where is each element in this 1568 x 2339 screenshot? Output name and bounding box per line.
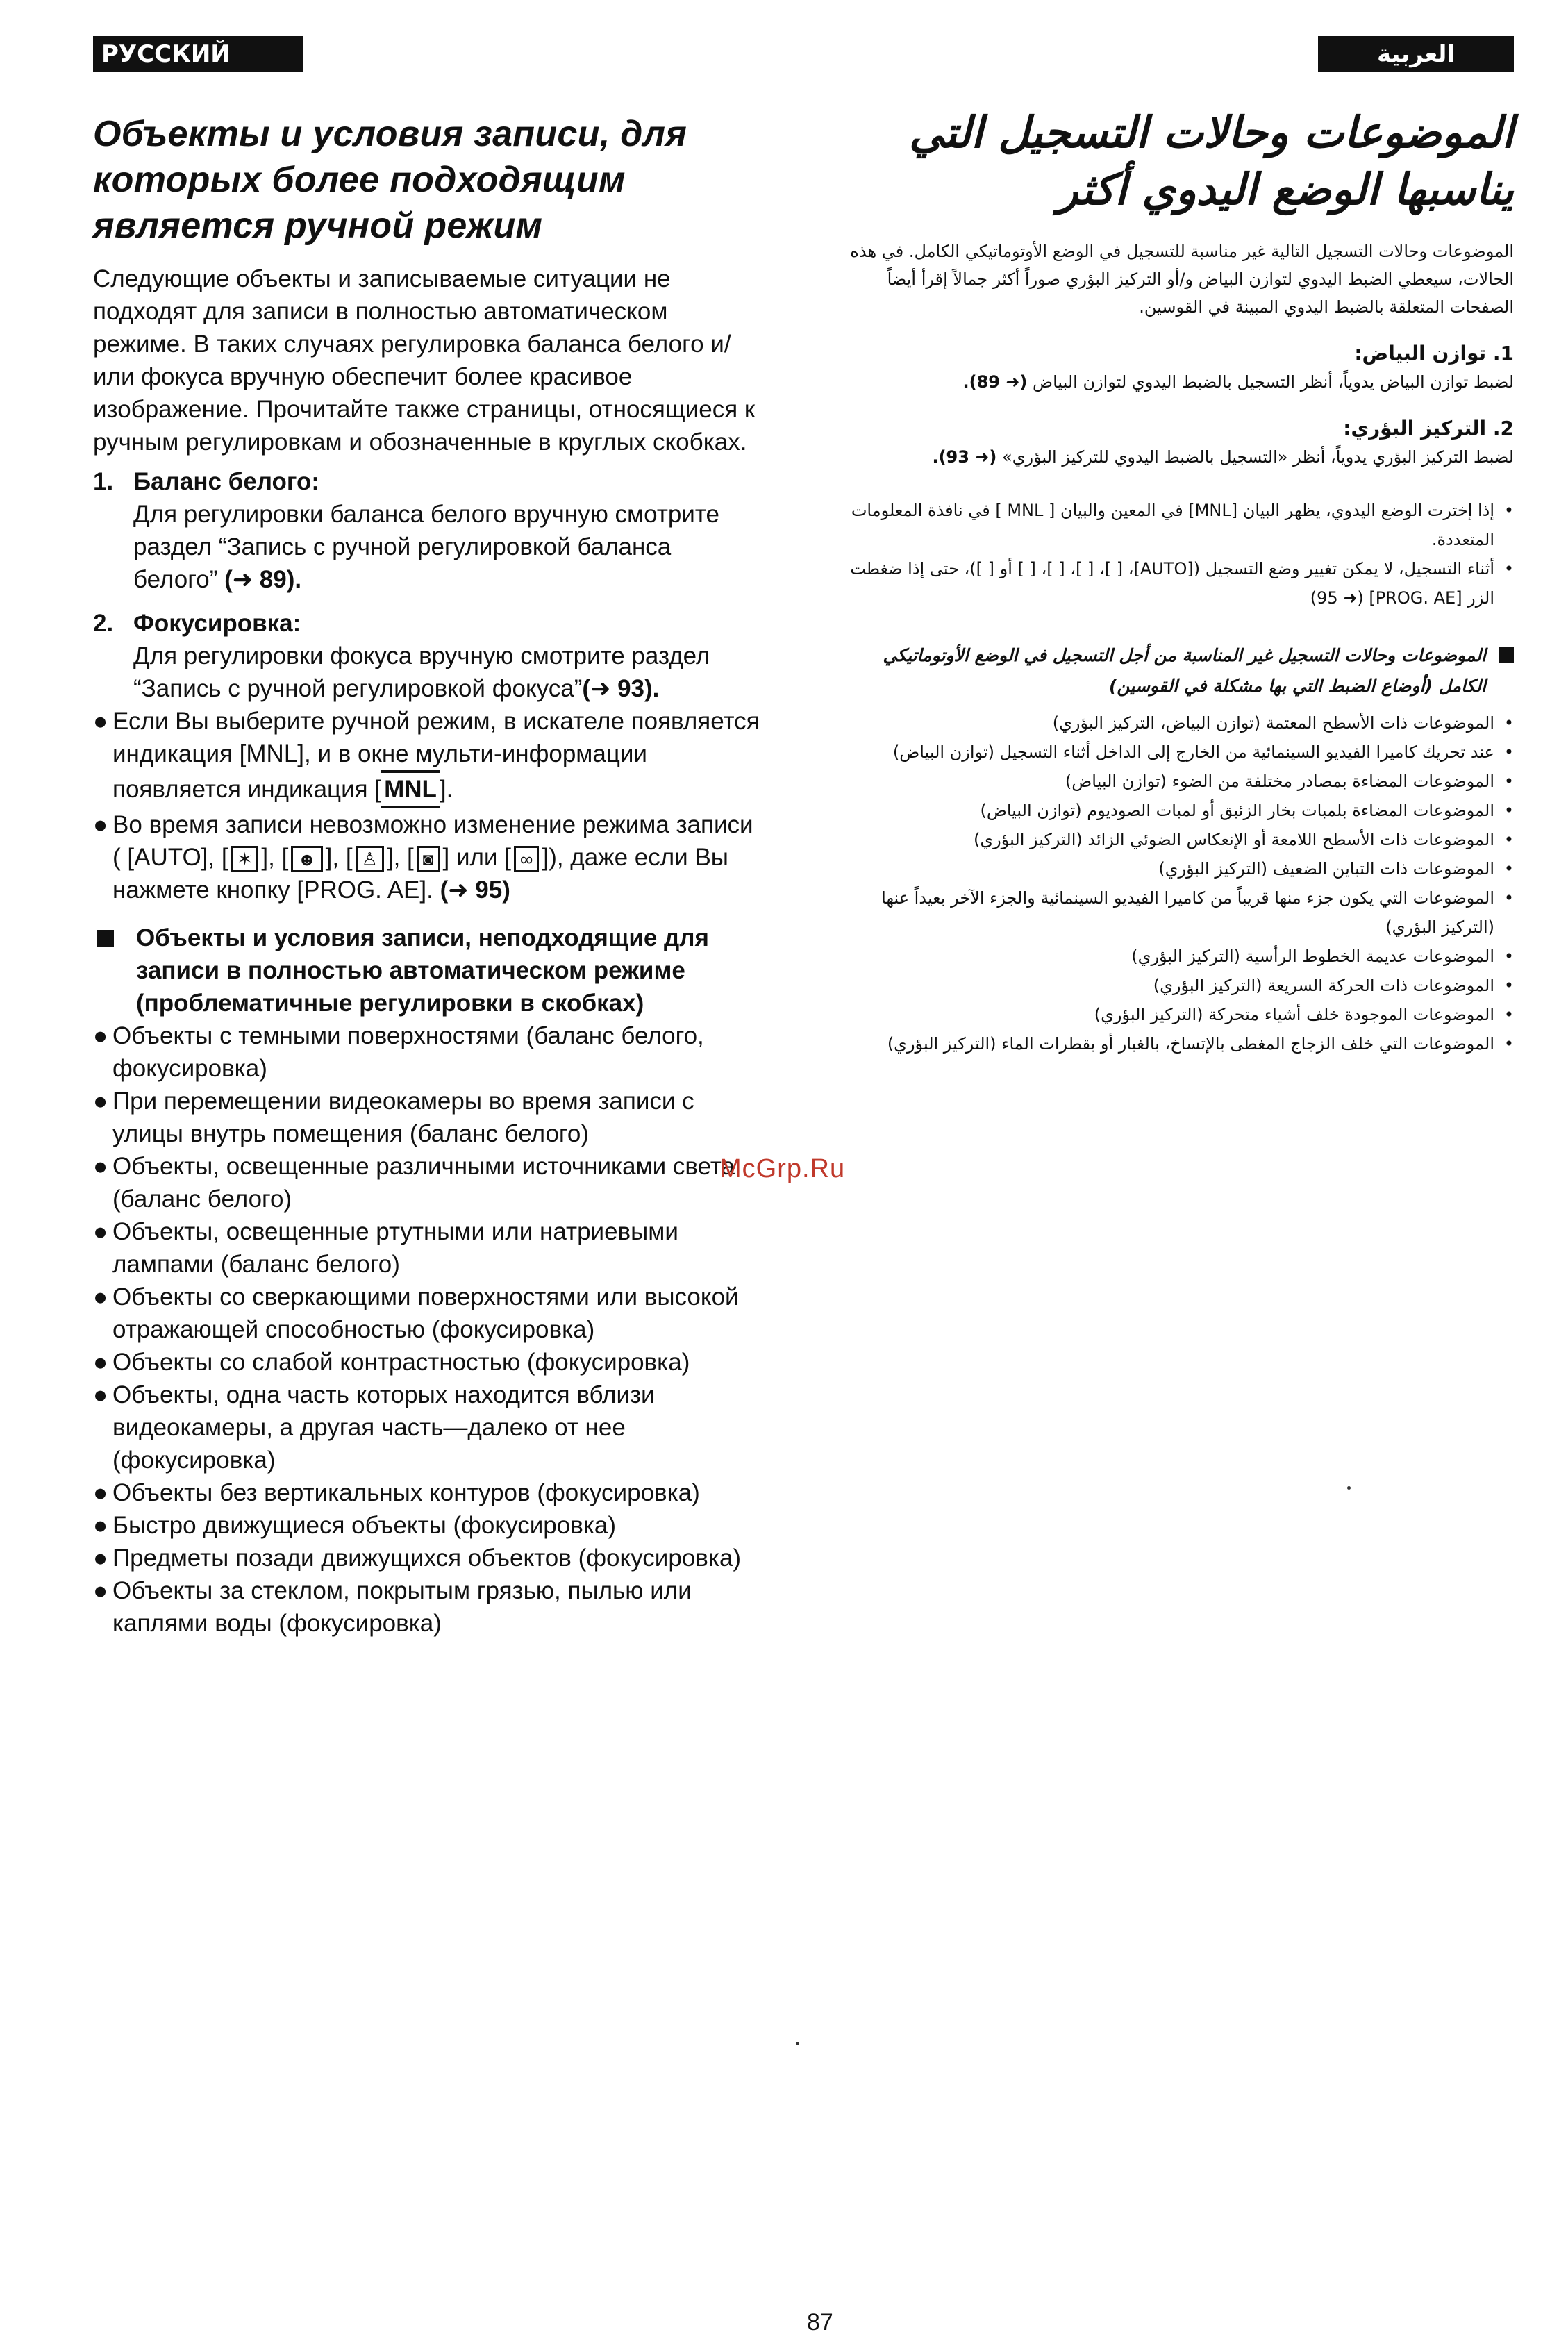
item-number: 1. [1492,342,1514,365]
russian-title: Объекты и условия записи, для которых более подходящим является ручной режим [93,114,687,246]
list-item: ● Объекты, одна часть которых находится вблизи видеокамеры, а другая часть—далеко от нее (фокусировка) [93,1381,655,1474]
item-number: 2. [1492,417,1514,440]
list-item: ● Предметы позади движущихся объектов (фокусировка) [93,1545,742,1572]
item-title: توازن البياض: [1354,342,1487,365]
list-item: • الموضوعات التي يكون جزء منها قريباً من كاميرا الفيديو السينمائية والجزء الآخر بعيداً عنها (التركيز البؤري) [881,888,1514,937]
note-text: ] или [ [442,844,511,871]
list-item: ● Объекты за стеклом, покрытым грязью, пылью или каплями воды (фокусировка) [93,1577,692,1637]
note-text: Во время записи невозможно изменение режима записи ( [AUTO], [ [112,811,753,871]
list-item: ● При перемещении видеокамеры во время записи с улицы внутрь помещения (баланс белого) [93,1088,694,1147]
list-item: ● Объекты, освещенные различными источниками света (баланс белого) [93,1153,735,1213]
square-bullet-icon [97,930,114,947]
list-item: ● Объекты с темными поверхностями (баланс белого, фокусировка) [93,1022,704,1082]
list-item: • الموضوعات ذات الأسطح المعتمة (توازن البياض، التركيز البؤري) [1052,713,1514,733]
arabic-column [833,104,1514,1058]
arabic-intro: الموضوعات وحالات التسجيل التالية غير مناسبة للتسجيل في الوضع الأوتوماتيكي الكامل. في هذه الحالات، سيعطي الضبط اليدوي لتوازن البياض و/أو التركيز البؤري صوراً أكثر جمالاً إقرأ أيضاً الصفحات المتعلقة بالضبط اليدوي المبينة في القوسين. [850,242,1514,317]
russian-item-1 [93,465,760,596]
list-item: ● Объекты со слабой контрастностью (фокусировка) [93,1349,690,1376]
surf-snow-mode-icon: ◙ [417,846,440,872]
russian-intro: Следующие объекты и записываемые ситуации не подходят для записи в полностью автоматическом режиме. В таких случаях регулировка баланса белого и/или фокуса вручную обеспечит более красивое изображение. Прочитайте также страницы, относящиеся к ручным регулировкам и обозначенные в круглых скобках. [93,265,756,456]
language-tab-russian: РУССКИЙ ЯЗЫК [93,36,303,72]
list-item: ● Быстро движущиеся объекты (фокусировка) [93,1512,616,1539]
item-text: Для регулировки баланса белого вручную смотрите раздел “Запись с ручной регулировкой баланса белого” [133,501,719,593]
note-text: ], [ [386,844,414,871]
square-bullet-icon [1499,647,1514,663]
arabic-section-heading [833,640,1514,701]
russian-section-heading [93,922,760,1019]
item-number: 1. [93,468,114,495]
list-item: • الموضوعات ذات التباين الضعيف (التركيز البؤري) [1158,859,1514,879]
arabic-note-mode: • أثناء التسجيل، لا يمكن تغيير وضع التسجيل ([AUTO]، [ ]، [ ]، [ ]، [ ] أو [ ])، حتى إذا ضغطت الزر [PROG. AE] (➜ 95) [850,559,1514,608]
list-item: ● Объекты со сверкающими поверхностями или высокой отражающей способностью (фокусировка) [93,1283,739,1343]
page-number: 87 [807,2309,833,2336]
note-text: ]. [439,776,453,803]
item-ref: (➜ 93). [932,447,997,467]
section-title: Объекты и условия записи, неподходящие для записи в полностью автоматическом режиме (проблематичные регулировки в скобках) [136,924,709,1017]
note-text: ], [ [325,844,353,871]
item-ref: (➜ 93). [582,675,660,702]
list-item: • الموضوعات المضاءة بلمبات بخار الزئبق أو لمبات الصوديوم (توازن البياض) [980,801,1514,820]
list-item: ● Объекты без вертикальных контуров (фокусировка) [93,1479,700,1506]
russian-note-mnl: ● Если Вы выберите ручной режим, в искателе появляется индикация [MNL], и в окне мульти-информации появляется индикация [ MNL ]. [93,705,760,808]
list-item: ● Объекты, освещенные ртутными или натриевыми лампами (баланс белого) [93,1218,678,1278]
watermark-text: McGrp.Ru [719,1154,846,1183]
list-item: • الموضوعات المضاءة بمصادر مختلفة من الضوء (توازن البياض) [1065,772,1514,791]
item-text: Для регулировки фокуса вручную смотрите раздел “Запись с ручной регулировкой фокуса” [133,642,710,702]
scan-speck [796,2042,799,2045]
language-tab-arabic: العربية [1318,36,1514,72]
list-item: • الموضوعات الموجودة خلف أشياء متحركة (التركيز البؤري) [1094,1005,1514,1024]
list-item: • الموضوعات التي خلف الزجاج المغطى بالإتساخ، بالغبار أو بقطرات الماء (التركيز البؤري) [887,1034,1514,1054]
item-title: Фокусировка: [133,610,301,637]
item-ref: (➜ 89). [962,372,1028,392]
note-text: Если Вы выберите ручной режим, в искателе появляется индикация [MNL], и в окне мульти-информации появляется индикация [ [112,708,760,803]
arabic-note-mnl: • إذا إخترت الوضع اليدوي، يظهر البيان [MNL] في المعين والبيان [ MNL ] في نافذة المعلومات المتعددة. [851,501,1514,549]
arabic-title: الموضوعات وحالات التسجيل التي يناسبها الوضع اليدوي أكثر [909,107,1514,215]
item-number: 2. [93,610,114,637]
sports-mode-icon: ✶ [231,846,259,872]
list-item: • الموضوعات ذات الحركة السريعة (التركيز البؤري) [1153,976,1514,995]
arabic-item-1 [833,339,1514,396]
list-item: • الموضوعات ذات الأسطح اللامعة أو الإنعكاس الضوئي الزائد (التركيز البؤري) [974,830,1514,849]
spotlight-mode-icon: ♙ [356,846,384,872]
section-title: الموضوعات وحالات التسجيل غير المناسبة من أجل التسجيل في الوضع الأوتوماتيكي الكامل (أوضاع الضبط التي بها مشكلة في القوسين) [883,645,1486,696]
list-item: • عند تحريك كاميرا الفيديو السينمائية من الخارج إلى الداخل أثناء التسجيل (توازن البياض) [892,742,1514,762]
mnl-indicator: MNL [381,770,440,808]
russian-item-2 [93,607,760,705]
arabic-item-2 [833,414,1514,471]
item-text: لضبط التركيز البؤري يدوياً، أنظر «التسجيل بالضبط اليدوي للتركيز البؤري» [1002,447,1514,467]
scan-speck [1347,1486,1351,1490]
item-title: Баланс белого: [133,468,320,495]
item-title: التركيز البؤري: [1343,417,1487,440]
note-text: ]), даже если Вы нажмете кнопку [PROG. AE]. [112,844,728,904]
russian-column [93,111,760,1640]
item-ref: (➜ 89). [224,566,302,593]
low-light-mode-icon: ∞ [514,846,540,872]
note-text: ], [ [261,844,289,871]
russian-note-mode: ● Во время записи невозможно изменение режима записи ( [AUTO], [ ✶ ], [ ☻ ], [ ♙ ], [ ◙ ] или [ ∞ ]), даже если Вы нажмете кнопку [PROG. AE]. (➜ 95) [93,811,753,904]
note-ref: (➜ 95) [440,876,510,904]
list-item: • الموضوعات عديمة الخطوط الرأسية (التركيز البؤري) [1131,947,1514,966]
item-text: لضبط توازن البياض يدوياً، أنظر التسجيل بالضبط اليدوي لتوازن البياض [1033,372,1514,392]
portrait-mode-icon: ☻ [291,846,322,872]
